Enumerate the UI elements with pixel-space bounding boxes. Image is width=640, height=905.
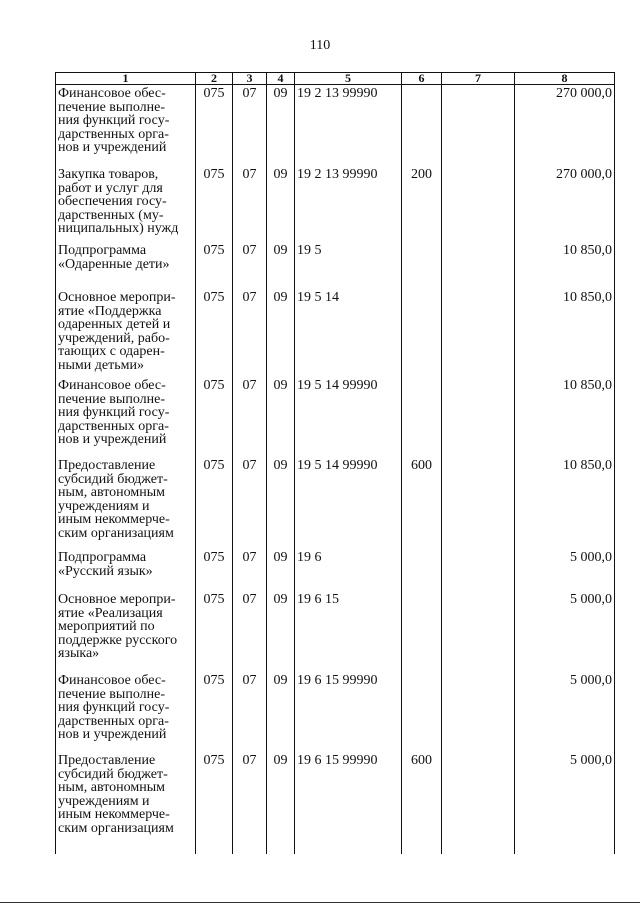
row-col-7 <box>442 549 515 591</box>
row-name-line: ятие «Реализация <box>58 605 163 621</box>
budget-table <box>55 72 615 854</box>
row-col-7 <box>442 289 515 377</box>
row-col-5: 19 5 14 99990 <box>295 377 402 457</box>
row-col-7 <box>442 85 515 167</box>
row-name-line: ния функций госу- <box>58 700 170 716</box>
row-col-6 <box>402 377 442 457</box>
row-name-cell <box>56 591 196 672</box>
row-col-3: 07 <box>233 377 267 457</box>
row-col-6 <box>402 549 442 591</box>
row-col-7 <box>442 672 515 752</box>
row-col-4: 09 <box>267 591 295 672</box>
row-col-2: 075 <box>196 457 233 549</box>
row-col-6: 200 <box>402 166 442 242</box>
row-col-5: 19 6 <box>295 549 402 591</box>
row-name-line: тающих с одарен- <box>58 344 165 360</box>
row-name-line: дарственных орга- <box>58 713 169 729</box>
row-name-cell <box>56 457 196 549</box>
row-name-line: нов и учреждений <box>58 140 167 156</box>
header-col-8: 8 <box>515 73 615 85</box>
row-col-2: 075 <box>196 672 233 752</box>
row-name-line: ным, автономным <box>58 485 166 501</box>
header-col-1: 1 <box>56 73 196 85</box>
row-name-line: обеспечения госу- <box>58 194 167 210</box>
row-name-line: Закупка товаров, <box>58 167 159 182</box>
row-col-8: 5 000,0 <box>515 752 615 854</box>
table-row <box>56 457 615 549</box>
table-header-row <box>56 73 615 85</box>
table-row <box>56 672 615 752</box>
row-col-5: 19 2 13 99990 <box>295 85 402 167</box>
table-row <box>56 85 615 167</box>
row-col-4: 09 <box>267 289 295 377</box>
row-name-line: субсидий бюджет- <box>58 471 168 487</box>
row-col-3: 07 <box>233 242 267 289</box>
table-row <box>56 752 615 854</box>
row-col-7 <box>442 377 515 457</box>
row-col-6 <box>402 289 442 377</box>
table-row <box>56 289 615 377</box>
row-col-3: 07 <box>233 672 267 752</box>
row-name-line: Подпрограмма <box>58 243 147 258</box>
table-body <box>56 85 615 855</box>
table-row <box>56 377 615 457</box>
row-name-line: ниципальных) нужд <box>58 221 179 237</box>
row-col-5: 19 6 15 99990 <box>295 752 402 854</box>
row-name-line: Предоставление <box>58 458 156 473</box>
row-name-cell <box>56 672 196 752</box>
row-name-cell <box>56 85 196 167</box>
row-name-line: печение выполне- <box>58 99 165 115</box>
header-col-5: 5 <box>295 73 402 85</box>
row-col-6 <box>402 672 442 752</box>
row-col-5: 19 5 14 <box>295 289 402 377</box>
row-name-cell <box>56 377 196 457</box>
row-name-cell <box>56 549 196 591</box>
header-col-4: 4 <box>267 73 295 85</box>
row-col-2: 075 <box>196 591 233 672</box>
row-name-cell <box>56 166 196 242</box>
table-row <box>56 549 615 591</box>
row-name-line: учреждениям и <box>58 498 150 514</box>
row-col-8: 10 850,0 <box>515 457 615 549</box>
row-name-line: Финансовое обес- <box>58 378 166 393</box>
row-name-line: иным некоммерче- <box>58 807 170 823</box>
row-name-line: мероприятий по <box>58 619 155 635</box>
row-col-6 <box>402 591 442 672</box>
row-name-line: Основное меропри- <box>58 592 176 607</box>
row-col-8: 270 000,0 <box>515 85 615 167</box>
row-col-2: 075 <box>196 166 233 242</box>
row-col-8: 10 850,0 <box>515 377 615 457</box>
row-col-5: 19 5 14 99990 <box>295 457 402 549</box>
row-col-6 <box>402 85 442 167</box>
row-name-line: нов и учреждений <box>58 432 167 448</box>
row-name-cell <box>56 752 196 854</box>
row-name-line: дарственных (му- <box>58 207 164 223</box>
header-col-7: 7 <box>442 73 515 85</box>
row-col-5: 19 2 13 99990 <box>295 166 402 242</box>
row-col-2: 075 <box>196 289 233 377</box>
row-name-line: Финансовое обес- <box>58 86 166 101</box>
row-col-7 <box>442 457 515 549</box>
row-col-3: 07 <box>233 549 267 591</box>
row-name-line: ния функций госу- <box>58 405 170 421</box>
row-col-8: 10 850,0 <box>515 289 615 377</box>
row-name-line: Предоставление <box>58 753 156 768</box>
row-name-line: поддержке русского <box>58 632 178 648</box>
row-col-2: 075 <box>196 752 233 854</box>
row-col-4: 09 <box>267 85 295 167</box>
row-col-6 <box>402 242 442 289</box>
row-name-line: «Одаренные дети» <box>58 256 170 272</box>
row-col-2: 075 <box>196 85 233 167</box>
row-col-8: 10 850,0 <box>515 242 615 289</box>
row-name-line: дарственных орга- <box>58 126 169 142</box>
row-col-8: 5 000,0 <box>515 672 615 752</box>
row-name-line: иным некоммерче- <box>58 512 170 528</box>
row-col-7 <box>442 242 515 289</box>
row-col-8: 270 000,0 <box>515 166 615 242</box>
row-name-line: учреждениям и <box>58 793 150 809</box>
row-name-line: учреждений, рабо- <box>58 330 170 346</box>
page-number: 110 <box>309 38 331 53</box>
row-col-4: 09 <box>267 166 295 242</box>
row-name-line: одаренных детей и <box>58 317 171 333</box>
row-col-4: 09 <box>267 549 295 591</box>
header-col-6: 6 <box>402 73 442 85</box>
row-name-line: ским организациям <box>58 525 174 541</box>
row-col-2: 075 <box>196 377 233 457</box>
row-col-8: 5 000,0 <box>515 591 615 672</box>
row-col-6: 600 <box>402 752 442 854</box>
row-col-3: 07 <box>233 85 267 167</box>
row-name-line: ния функций госу- <box>58 113 170 129</box>
row-col-5: 19 6 15 <box>295 591 402 672</box>
row-col-2: 075 <box>196 242 233 289</box>
row-name-line: печение выполне- <box>58 391 165 407</box>
table-row <box>56 242 615 289</box>
row-name-line: языка» <box>58 646 100 662</box>
row-col-2: 075 <box>196 549 233 591</box>
row-col-4: 09 <box>267 242 295 289</box>
row-col-4: 09 <box>267 752 295 854</box>
row-col-3: 07 <box>233 166 267 242</box>
row-name-line: Основное меропри- <box>58 290 176 305</box>
row-name-line: работ и услуг для <box>58 180 163 196</box>
row-col-5: 19 6 15 99990 <box>295 672 402 752</box>
row-col-5: 19 5 <box>295 242 402 289</box>
row-name-line: дарственных орга- <box>58 418 169 434</box>
row-col-3: 07 <box>233 457 267 549</box>
row-col-3: 07 <box>233 591 267 672</box>
table-row <box>56 591 615 672</box>
row-name-line: ным, автономным <box>58 780 166 796</box>
row-name-cell <box>56 289 196 377</box>
row-name-line: «Русский язык» <box>58 563 153 579</box>
row-name-line: субсидий бюджет- <box>58 766 168 782</box>
row-col-3: 07 <box>233 752 267 854</box>
row-col-7 <box>442 591 515 672</box>
row-col-3: 07 <box>233 289 267 377</box>
row-name-line: Финансовое обес- <box>58 673 166 688</box>
row-name-line: ными детьми» <box>58 357 144 373</box>
row-col-4: 09 <box>267 457 295 549</box>
row-col-6: 600 <box>402 457 442 549</box>
row-col-7 <box>442 166 515 242</box>
row-col-7 <box>442 752 515 854</box>
row-col-4: 09 <box>267 377 295 457</box>
table-row <box>56 166 615 242</box>
row-col-8: 5 000,0 <box>515 549 615 591</box>
row-col-4: 09 <box>267 672 295 752</box>
header-col-2: 2 <box>196 73 233 85</box>
row-name-line: печение выполне- <box>58 686 165 702</box>
row-name-line: ским организациям <box>58 820 174 836</box>
row-name-cell <box>56 242 196 289</box>
row-name-line: Подпрограмма <box>58 550 147 565</box>
page-bottom-border <box>0 902 640 903</box>
row-name-line: ятие «Поддержка <box>58 303 162 319</box>
header-col-3: 3 <box>233 73 267 85</box>
row-name-line: нов и учреждений <box>58 727 167 743</box>
